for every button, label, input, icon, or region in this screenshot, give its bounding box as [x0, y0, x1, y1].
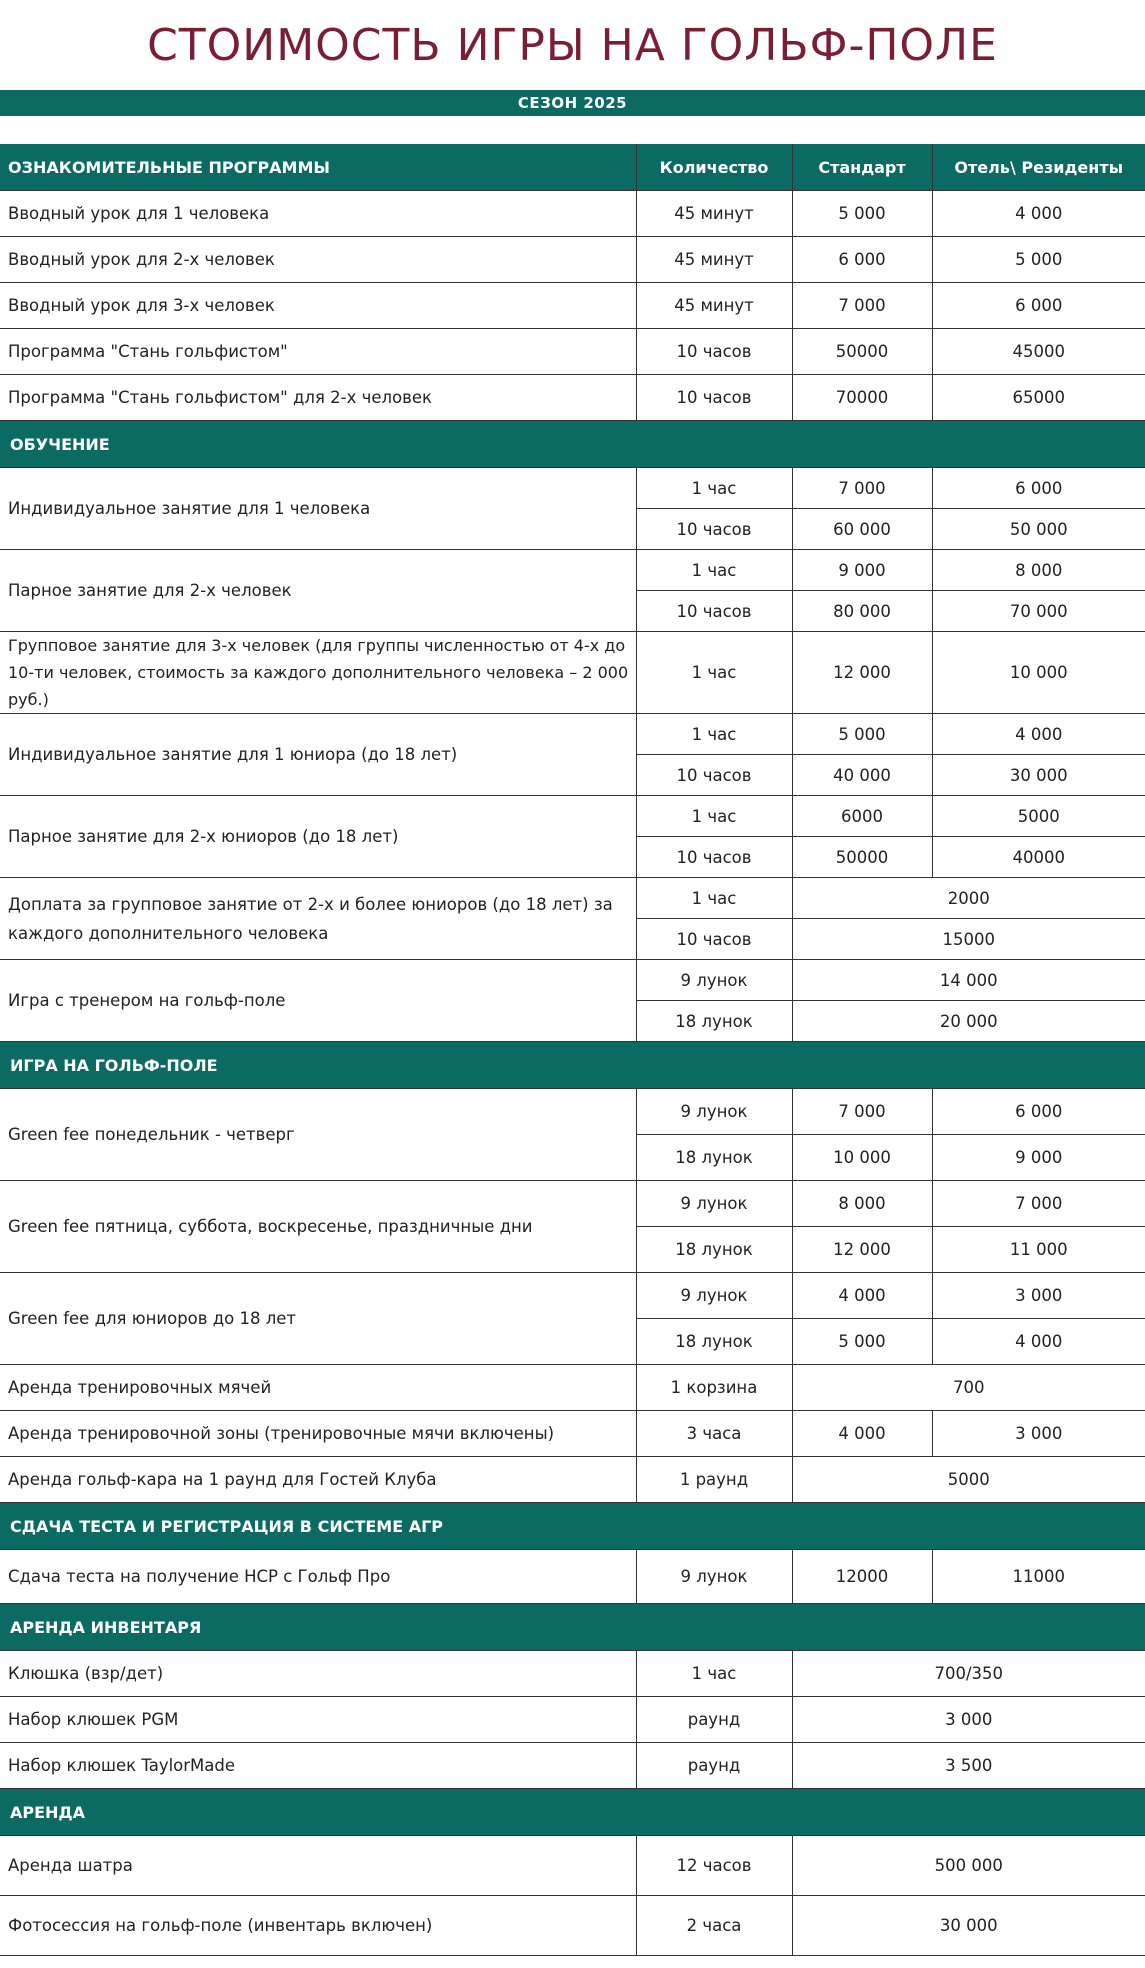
row-standard: 4 000 — [792, 1411, 932, 1457]
row-qty: 9 лунок — [636, 1181, 792, 1227]
row-qty: 10 часов — [636, 329, 792, 375]
table-row — [0, 237, 1145, 283]
row-hotel: 50 000 — [932, 509, 1145, 550]
table-row — [0, 878, 1145, 919]
row-name: Парное занятие для 2-х юниоров (до 18 лет) — [0, 796, 636, 878]
header-standard: Стандарт — [792, 144, 932, 191]
row-qty: 45 минут — [636, 237, 792, 283]
table-row — [0, 550, 1145, 591]
row-price: 5000 — [792, 1457, 1145, 1503]
table-row — [0, 191, 1145, 237]
row-qty: раунд — [636, 1743, 792, 1789]
table-row — [0, 1896, 1145, 1956]
row-hotel: 3 000 — [932, 1273, 1145, 1319]
price-table — [0, 144, 1145, 1956]
row-qty: 10 часов — [636, 919, 792, 960]
row-qty: 10 часов — [636, 375, 792, 421]
row-hotel: 45000 — [932, 329, 1145, 375]
row-standard: 70000 — [792, 375, 932, 421]
row-hotel: 5000 — [932, 796, 1145, 837]
row-qty: 3 часа — [636, 1411, 792, 1457]
row-price: 3 000 — [792, 1697, 1145, 1743]
table-row — [0, 375, 1145, 421]
row-price: 20 000 — [792, 1001, 1145, 1042]
row-standard: 12 000 — [792, 632, 932, 714]
row-qty: 45 минут — [636, 191, 792, 237]
row-hotel: 6 000 — [932, 283, 1145, 329]
header-hotel-residents: Отель\ Резиденты — [932, 144, 1145, 191]
row-hotel: 10 000 — [932, 632, 1145, 714]
row-standard: 12000 — [792, 1550, 932, 1604]
row-qty: 1 час — [636, 550, 792, 591]
row-qty: 10 часов — [636, 591, 792, 632]
section-title: ИГРА НА ГОЛЬФ-ПОЛЕ — [0, 1042, 1145, 1089]
section-title: ОБУЧЕНИЕ — [0, 421, 1145, 468]
row-name: Набор клюшек TaylorMade — [0, 1743, 636, 1789]
section-equipment — [0, 1604, 1145, 1651]
row-standard: 12 000 — [792, 1227, 932, 1273]
header-intro-programs: ОЗНАКОМИТЕЛЬНЫЕ ПРОГРАММЫ — [0, 144, 636, 191]
row-standard: 60 000 — [792, 509, 932, 550]
table-row — [0, 468, 1145, 509]
row-standard: 5 000 — [792, 714, 932, 755]
row-name: Парное занятие для 2-х человек — [0, 550, 636, 632]
row-qty: 9 лунок — [636, 1089, 792, 1135]
row-name: Индивидуальное занятие для 1 человека — [0, 468, 636, 550]
row-qty: 18 лунок — [636, 1319, 792, 1365]
table-row — [0, 632, 1145, 714]
row-hotel: 4 000 — [932, 191, 1145, 237]
row-name: Аренда гольф-кара на 1 раунд для Гостей Клуба — [0, 1457, 636, 1503]
row-standard: 6 000 — [792, 237, 932, 283]
row-name: Сдача теста на получение HCP с Гольф Про — [0, 1550, 636, 1604]
table-row — [0, 1181, 1145, 1227]
row-qty: 1 корзина — [636, 1365, 792, 1411]
row-qty: 9 лунок — [636, 1273, 792, 1319]
row-standard: 40 000 — [792, 755, 932, 796]
row-standard: 50000 — [792, 837, 932, 878]
row-standard: 6000 — [792, 796, 932, 837]
row-hotel: 65000 — [932, 375, 1145, 421]
row-hotel: 6 000 — [932, 1089, 1145, 1135]
section-training — [0, 421, 1145, 468]
table-row — [0, 1457, 1145, 1503]
table-header — [0, 144, 1145, 191]
season-banner: СЕЗОН 2025 — [0, 90, 1145, 116]
row-standard: 80 000 — [792, 591, 932, 632]
table-row — [0, 1089, 1145, 1135]
row-qty: 9 лунок — [636, 1550, 792, 1604]
row-name: Групповое занятие для 3-х человек (для группы численностью от 4-х до 10-ти человек, стоимость за каждого дополнительного человека – 2 000 руб.) — [0, 632, 636, 714]
row-name: Индивидуальное занятие для 1 юниора (до 18 лет) — [0, 714, 636, 796]
row-qty: 10 часов — [636, 509, 792, 550]
row-hotel: 7 000 — [932, 1181, 1145, 1227]
row-price: 15000 — [792, 919, 1145, 960]
table-row — [0, 796, 1145, 837]
page-title: СТОИМОСТЬ ИГРЫ НА ГОЛЬФ-ПОЛЕ — [147, 19, 998, 71]
row-hotel: 6 000 — [932, 468, 1145, 509]
row-standard: 7 000 — [792, 468, 932, 509]
table-row — [0, 1411, 1145, 1457]
row-qty: 12 часов — [636, 1836, 792, 1896]
row-standard: 50000 — [792, 329, 932, 375]
table-row — [0, 1550, 1145, 1604]
row-qty: 10 часов — [636, 755, 792, 796]
row-hotel: 30 000 — [932, 755, 1145, 796]
section-title: АРЕНДА — [0, 1789, 1145, 1836]
row-price: 14 000 — [792, 960, 1145, 1001]
row-name: Программа "Стань гольфистом" — [0, 329, 636, 375]
table-row — [0, 960, 1145, 1001]
table-row — [0, 1651, 1145, 1697]
row-name: Фотосессия на гольф-поле (инвентарь включен) — [0, 1896, 636, 1956]
section-test — [0, 1503, 1145, 1550]
row-hotel: 40000 — [932, 837, 1145, 878]
row-qty: 1 час — [636, 714, 792, 755]
row-price: 2000 — [792, 878, 1145, 919]
row-qty: 1 час — [636, 796, 792, 837]
table-row — [0, 1365, 1145, 1411]
row-name: Доплата за групповое занятие от 2-х и более юниоров (до 18 лет) за каждого дополнительного человека — [0, 878, 636, 960]
row-qty: 45 минут — [636, 283, 792, 329]
row-qty: 1 час — [636, 878, 792, 919]
row-qty: 1 час — [636, 468, 792, 509]
row-name: Аренда тренировочных мячей — [0, 1365, 636, 1411]
section-title: АРЕНДА ИНВЕНТАРЯ — [0, 1604, 1145, 1651]
table-row — [0, 1273, 1145, 1319]
row-qty: 18 лунок — [636, 1001, 792, 1042]
row-hotel: 70 000 — [932, 591, 1145, 632]
table-row — [0, 714, 1145, 755]
row-qty: 10 часов — [636, 837, 792, 878]
row-hotel: 11 000 — [932, 1227, 1145, 1273]
section-rent — [0, 1789, 1145, 1836]
table-row — [0, 1743, 1145, 1789]
row-qty: 9 лунок — [636, 960, 792, 1001]
row-hotel: 5 000 — [932, 237, 1145, 283]
row-price: 700 — [792, 1365, 1145, 1411]
row-standard: 5 000 — [792, 191, 932, 237]
row-standard: 9 000 — [792, 550, 932, 591]
header-quantity: Количество — [636, 144, 792, 191]
row-qty: 1 час — [636, 1651, 792, 1697]
row-name: Аренда шатра — [0, 1836, 636, 1896]
row-hotel: 3 000 — [932, 1411, 1145, 1457]
row-hotel: 9 000 — [932, 1135, 1145, 1181]
row-name: Клюшка (взр/дет) — [0, 1651, 636, 1697]
row-hotel: 8 000 — [932, 550, 1145, 591]
row-name: Вводный урок для 2-х человек — [0, 237, 636, 283]
row-price: 500 000 — [792, 1836, 1145, 1896]
row-hotel: 4 000 — [932, 714, 1145, 755]
row-price: 3 500 — [792, 1743, 1145, 1789]
section-golf — [0, 1042, 1145, 1089]
row-name: Вводный урок для 3-х человек — [0, 283, 636, 329]
table-row — [0, 329, 1145, 375]
row-name: Игра с тренером на гольф-поле — [0, 960, 636, 1042]
row-standard: 5 000 — [792, 1319, 932, 1365]
row-qty: 1 раунд — [636, 1457, 792, 1503]
row-qty: 1 час — [636, 632, 792, 714]
table-row — [0, 1836, 1145, 1896]
row-price: 30 000 — [792, 1896, 1145, 1956]
row-name: Green fee пятница, суббота, воскресенье, праздничные дни — [0, 1181, 636, 1273]
row-standard: 10 000 — [792, 1135, 932, 1181]
row-name: Программа "Стань гольфистом" для 2-х человек — [0, 375, 636, 421]
row-standard: 8 000 — [792, 1181, 932, 1227]
row-name: Вводный урок для 1 человека — [0, 191, 636, 237]
row-qty: раунд — [636, 1697, 792, 1743]
row-standard: 7 000 — [792, 283, 932, 329]
table-row — [0, 283, 1145, 329]
row-hotel: 4 000 — [932, 1319, 1145, 1365]
row-standard: 7 000 — [792, 1089, 932, 1135]
row-qty: 18 лунок — [636, 1135, 792, 1181]
row-qty: 2 часа — [636, 1896, 792, 1956]
row-qty: 18 лунок — [636, 1227, 792, 1273]
row-name: Green fee для юниоров до 18 лет — [0, 1273, 636, 1365]
row-name: Набор клюшек PGM — [0, 1697, 636, 1743]
table-row — [0, 1697, 1145, 1743]
row-price: 700/350 — [792, 1651, 1145, 1697]
row-hotel: 11000 — [932, 1550, 1145, 1604]
row-name: Аренда тренировочной зоны (тренировочные мячи включены) — [0, 1411, 636, 1457]
row-standard: 4 000 — [792, 1273, 932, 1319]
row-name: Green fee понедельник - четверг — [0, 1089, 636, 1181]
section-title: СДАЧА ТЕСТА И РЕГИСТРАЦИЯ В СИСТЕМЕ АГР — [0, 1503, 1145, 1550]
